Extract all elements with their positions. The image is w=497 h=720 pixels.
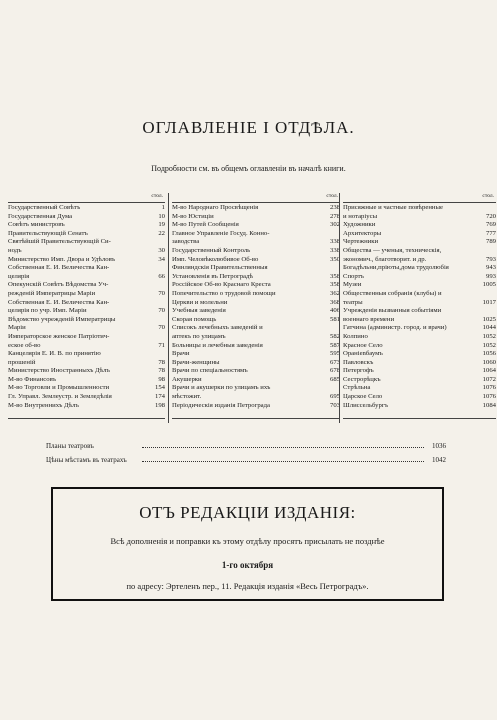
- entry-label: Архитекторы: [343, 229, 382, 237]
- entry-label: Періодическія изданія Петрограда: [172, 401, 271, 409]
- entry-label: Гл. Управл. Землеустр. и Земледѣлія: [8, 393, 112, 401]
- entry-label: Собственная Е. И. Величества Кан- целярія: [8, 264, 110, 280]
- toc-entry: [343, 247, 496, 264]
- toc-entry: [8, 281, 165, 298]
- toc-entry: [8, 316, 165, 333]
- column-header: стол.: [326, 193, 338, 199]
- column-header: стол.: [151, 193, 163, 199]
- entry-page: 581: [329, 315, 340, 323]
- entry-page: 587: [329, 341, 340, 349]
- entry-label: Министерство Имп. Двора и Удѣловъ: [8, 255, 116, 263]
- toc-entry: [343, 264, 496, 273]
- entry-page: 238: [329, 204, 340, 211]
- toc-columns: [8, 193, 496, 423]
- entry-page: 1052: [482, 332, 496, 340]
- toc-list: [343, 202, 496, 419]
- entry-page: 1: [161, 204, 165, 211]
- entry-label: Гатчина (администр. город. и врачи): [343, 324, 447, 332]
- toc-entry: [343, 230, 496, 239]
- entry-page: 1060: [482, 358, 496, 366]
- toc-entry: [343, 324, 496, 333]
- notice-deadline: 1-го октября: [221, 560, 274, 570]
- toc-entry: [8, 376, 165, 385]
- notice-heading: ОТЪ РЕДАКЦІИ ИЗДАНІЯ:: [139, 503, 356, 522]
- entry-label: Правительствующій Сенатъ: [8, 229, 88, 237]
- entry-page: 1084: [482, 401, 496, 409]
- entry-label: Врачи-женщины: [172, 358, 220, 366]
- entry-page: 70: [158, 324, 165, 332]
- entry-label: Музеи: [343, 281, 362, 289]
- entry-page: 1072: [482, 375, 496, 383]
- entry-page: 302: [329, 221, 340, 229]
- entry-label: Учрежденія вызванныя событіями военнаго времени: [343, 307, 442, 323]
- toc-entry: [8, 264, 165, 281]
- entry-page: 338: [329, 246, 340, 254]
- entry-label: Шлиссельбургъ: [343, 401, 389, 409]
- entry-page: 70: [158, 289, 165, 297]
- notice-address: по адресу: Эртеленъ пер., 11. Редакція изданія «Весь Петроградъ».: [126, 581, 369, 591]
- entry-page: 1052: [482, 341, 496, 349]
- entry-label: Императорское женское Патріотич- еское об-во: [8, 332, 110, 349]
- entry-page: 1017: [482, 298, 496, 306]
- entry-label: Богадѣльни,пріюты,дома трудолюбія: [343, 264, 449, 272]
- entry-page: 685: [329, 375, 340, 383]
- entry-label: Государственный Совѣтъ: [8, 204, 81, 211]
- toc-entry: [343, 221, 496, 230]
- entry-page: 1036: [432, 442, 446, 450]
- entry-label: Россійское Об-во Краснаго Креста: [172, 281, 271, 289]
- toc-entry: [8, 256, 165, 265]
- entry-page: 703: [329, 401, 340, 409]
- entry-label: М-во Торговли и Промышленности: [8, 384, 110, 392]
- entry-label: Врачи по спеціальностямъ: [172, 367, 248, 375]
- toc-entry: [8, 221, 165, 230]
- entry-page: 22: [158, 229, 165, 237]
- editorial-notice-box: [51, 487, 444, 601]
- entry-page: 70: [158, 307, 165, 315]
- entry-page: 358: [329, 281, 340, 289]
- toc-entry: [343, 376, 496, 385]
- notice-text: Всѣ дополненія и поправки къ этому отдѣлу просятъ присылать не позднѣе: [110, 536, 385, 546]
- entry-label: Цѣны мѣстамъ въ театрахъ: [46, 456, 127, 464]
- entry-page: 66: [158, 272, 165, 280]
- entry-label: М-во Народнаго Просвѣщенія: [172, 204, 259, 211]
- toc-entry: [172, 221, 340, 230]
- entry-page: 362: [329, 289, 340, 297]
- entry-label: Списокъ лечебныхъ заведеній и аптекъ по улицамъ: [172, 324, 263, 340]
- entry-label: М-во Путей Сообщенія: [172, 221, 239, 229]
- entry-label: Главное Управленіе Госуд. Конно- заводства: [172, 229, 270, 246]
- toc-entry: [8, 204, 165, 213]
- entry-page: 19: [158, 221, 165, 229]
- entry-label: Сестрорѣцкъ: [343, 375, 381, 383]
- toc-entry: [8, 213, 165, 222]
- toc-entry: [343, 359, 496, 368]
- entry-page: 10: [158, 212, 165, 220]
- toc-entry: [172, 204, 340, 213]
- column-header: стол.: [482, 193, 494, 199]
- entry-page: 278: [329, 212, 340, 220]
- entry-page: 943: [485, 264, 496, 272]
- toc-entry: [172, 384, 340, 401]
- toc-entry: [8, 333, 165, 350]
- toc-entry: [343, 238, 496, 247]
- entry-label: Финляндскія Правительственныя Установленія въ Петроградѣ: [172, 264, 268, 280]
- toc-entry: [8, 402, 165, 411]
- entry-page: 595: [329, 350, 340, 358]
- toc-column-3: [339, 193, 496, 423]
- toc-column-2: [168, 193, 340, 423]
- entry-page: 1056: [482, 350, 496, 358]
- toc-entry: [343, 367, 496, 376]
- entry-label: Присяжные и частные повѣренные и нотаріусы: [343, 204, 443, 220]
- entry-label: Скорая помощь: [172, 315, 217, 323]
- entry-label: Художники: [343, 221, 376, 229]
- entry-page: 720: [485, 212, 496, 220]
- toc-entry: [343, 273, 496, 282]
- toc-entry: [172, 359, 340, 368]
- toc-entry: [8, 299, 165, 316]
- entry-page: 993: [485, 272, 496, 280]
- entry-page: 358: [329, 272, 340, 280]
- toc-entry: [172, 402, 340, 411]
- entry-label: Опекунскій Совѣтъ Вѣдомства Уч- режденій Императрицы Маріи: [8, 281, 109, 297]
- toc-entry: [343, 281, 496, 290]
- toc-entry: [172, 281, 340, 290]
- toc-entry: [172, 367, 340, 376]
- toc-entry: [172, 376, 340, 385]
- entry-label: Чертежники: [343, 238, 379, 246]
- entry-page: 777: [485, 229, 496, 237]
- toc-column-1: [8, 193, 165, 423]
- entry-page: 368: [329, 298, 340, 306]
- toc-entry: [8, 350, 165, 367]
- entry-page: 78: [158, 367, 165, 375]
- entry-label: Царское Село: [343, 393, 383, 401]
- entry-page: 198: [154, 401, 165, 409]
- entry-label: Акушерки: [172, 375, 202, 383]
- entry-page: 78: [158, 358, 165, 366]
- entry-page: 1042: [432, 456, 446, 464]
- entry-label: Больницы и лечебныя заведенія: [172, 341, 263, 349]
- entry-label: Государственный Контроль: [172, 246, 251, 254]
- toc-entry: [172, 264, 340, 281]
- toc-entry: [172, 230, 340, 247]
- toc-entry: [8, 230, 165, 239]
- toc-entry: [343, 384, 496, 393]
- toc-entry: [172, 290, 340, 299]
- entry-label: Оранienбаумъ: [343, 350, 383, 358]
- toc-entry: [172, 324, 340, 341]
- entry-page: 695: [329, 393, 340, 401]
- entry-label: Петергофъ: [343, 367, 374, 375]
- toc-list: [8, 202, 165, 419]
- toc-entry: [8, 393, 165, 402]
- entry-page: 793: [485, 255, 496, 263]
- entry-page: 1005: [482, 281, 496, 289]
- entry-label: Стрѣльна: [343, 384, 371, 392]
- entry-page: 1025: [482, 315, 496, 323]
- toc-entry: [343, 204, 496, 221]
- entry-label: Общественныя собранія (клубы) и театры: [343, 289, 442, 306]
- entry-page: 34: [158, 255, 165, 263]
- entry-label: М-во Юстиціи: [172, 212, 214, 220]
- toc-entry: [343, 393, 496, 402]
- toc-entry: [343, 307, 496, 324]
- entry-label: Канцелярія Е. И. В. по принятію прошеній: [8, 350, 101, 366]
- entry-page: 154: [154, 384, 165, 392]
- dot-leader: [142, 447, 424, 448]
- toc-entry: [343, 402, 496, 411]
- entry-label: Собственная Е. И. Величества Кан- целярія по учр. Имп. Маріи: [8, 298, 110, 315]
- entry-label: Спортъ: [343, 272, 365, 280]
- toc-entry: [343, 350, 496, 359]
- entry-page: 1044: [482, 324, 496, 332]
- entry-label: Врачи и акушерки по улицамъ ихъ мѣстожит.: [172, 384, 271, 401]
- toc-entry: [172, 299, 340, 308]
- entry-label: Церкви и молельни: [172, 298, 228, 306]
- entry-label: Святѣйшій Правительствующій Си- нодъ: [8, 238, 111, 254]
- toc-entry: [8, 238, 165, 255]
- entry-page: 673: [329, 358, 340, 366]
- toc-entry: [343, 342, 496, 351]
- toc-entry: [8, 384, 165, 393]
- entry-page: 406: [329, 307, 340, 315]
- toc-entry: [8, 367, 165, 376]
- toc-entry: [172, 350, 340, 359]
- entry-label: Учебныя заведенія: [172, 307, 226, 315]
- toc-entry: [343, 333, 496, 342]
- toc-entry: [172, 316, 340, 325]
- toc-entry: [343, 290, 496, 307]
- entry-label: Попечительство о трудовой помощи: [172, 289, 276, 297]
- entry-label: Общества — ученыя, техническія, экономич., благотворит. и др.: [343, 246, 442, 263]
- entry-label: Планы театровъ: [46, 442, 94, 450]
- entry-page: 1076: [482, 384, 496, 392]
- entry-page: 789: [485, 238, 496, 246]
- entry-label: М-во Финансовъ: [8, 375, 57, 383]
- entry-label: Вѣдомство учрежденій Императрицы Маріи: [8, 315, 116, 332]
- entry-page: 1064: [482, 367, 496, 375]
- entry-label: Министерство Иностранныхъ Дѣлъ: [8, 367, 110, 375]
- toc-entry: [172, 247, 340, 256]
- entry-label: Павловскъ: [343, 358, 374, 366]
- entry-page: 338: [329, 238, 340, 246]
- page-title: ОГЛАВЛЕНІЕ I ОТДѢЛА.: [142, 118, 355, 137]
- dot-leader: [142, 461, 424, 462]
- entry-label: Имп. Человѣколюбивое Об-во: [172, 255, 259, 263]
- entry-label: Государственная Дума: [8, 212, 73, 220]
- entry-label: Врачи: [172, 350, 190, 358]
- entry-label: Колпино: [343, 332, 368, 340]
- entry-page: 769: [485, 221, 496, 229]
- toc-entry: [172, 256, 340, 265]
- entry-page: 71: [158, 341, 165, 349]
- entry-page: 98: [158, 375, 165, 383]
- entry-page: 582: [329, 332, 340, 340]
- toc-list: [172, 202, 340, 419]
- page-subtitle: Подробности см. въ общемъ оглавленіи въ началѣ книги.: [151, 164, 346, 173]
- toc-entry: [172, 342, 340, 351]
- entry-page: 678: [329, 367, 340, 375]
- toc-entry: [172, 307, 340, 316]
- entry-page: 1076: [482, 393, 496, 401]
- entry-page: 30: [158, 246, 165, 254]
- toc-entry: [172, 213, 340, 222]
- entry-page: 350: [329, 255, 340, 263]
- entry-label: М-во Внутреннихъ Дѣлъ: [8, 401, 79, 409]
- entry-page: 174: [154, 393, 165, 401]
- entry-label: Совѣтъ министровъ: [8, 221, 65, 229]
- entry-label: Красное Село: [343, 341, 383, 349]
